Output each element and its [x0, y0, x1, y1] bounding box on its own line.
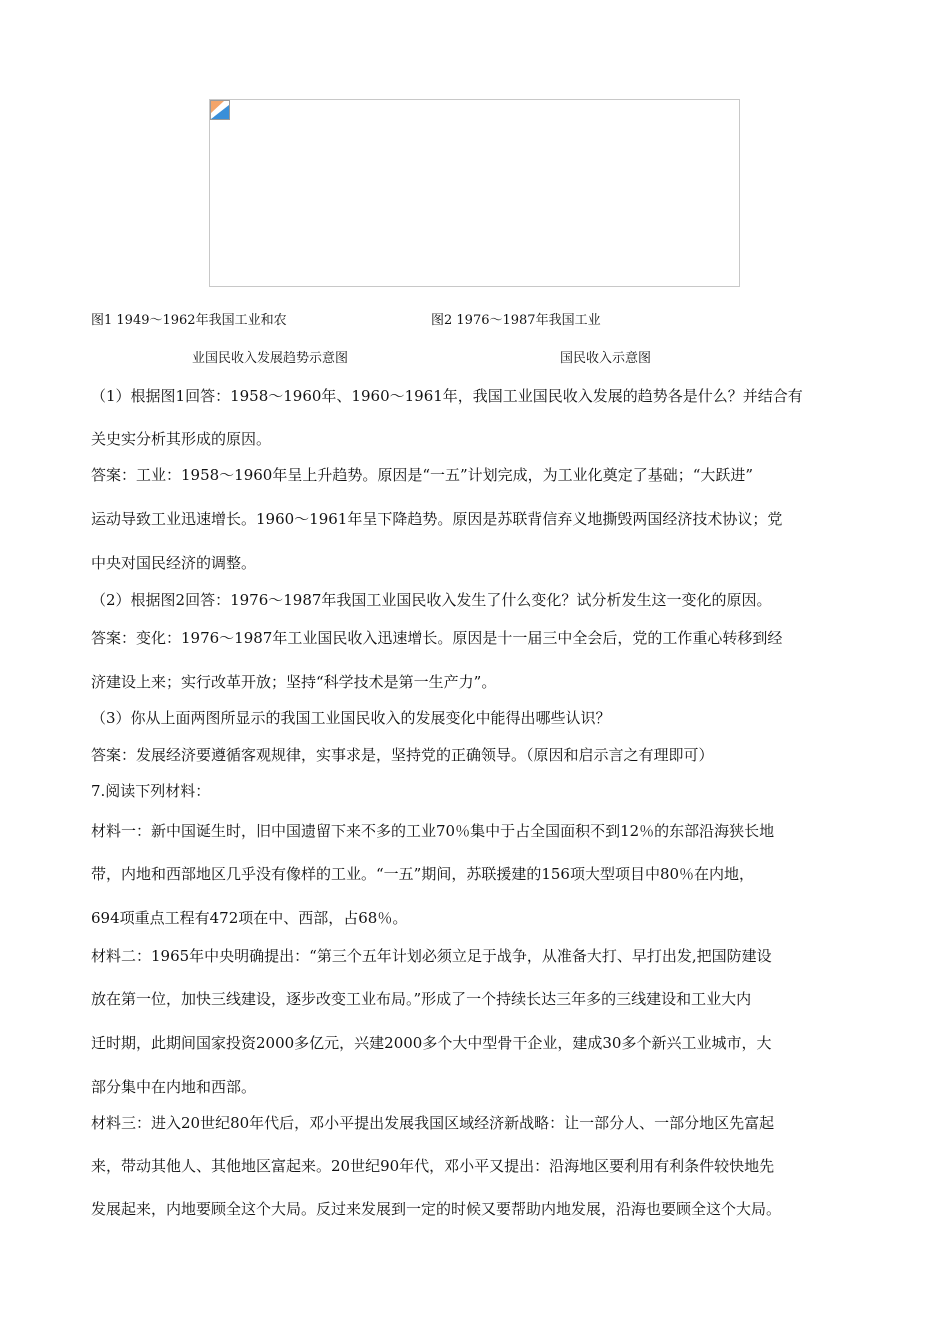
question-1-text-cont: 关史实分析其形成的原因。: [91, 430, 272, 448]
figure-image-placeholder: [209, 99, 740, 287]
material-2-text-end: 部分集中在内地和西部。: [91, 1078, 257, 1096]
answer-3-text: 答案：发展经济要遵循客观规律，实事求是，坚持党的正确领导。（原因和启示言之有理即可）: [91, 746, 714, 764]
material-2-text: 材料二：1965年中央明确提出：“第三个五年计划必须立足于战争，从准备大打、早打出发,把国防建设: [91, 947, 772, 965]
material-1-text-end: 694项重点工程有472项在中、西部，占68％。: [91, 909, 408, 927]
question-1-text: （1）根据图1回答：1958～1960年、1960～1961年，我国工业国民收入发展的趋势各是什么？并结合有: [91, 387, 803, 405]
answer-2-text: 答案：变化：1976～1987年工业国民收入迅速增长。原因是十一届三中全会后，党的工作重心转移到经: [91, 629, 783, 647]
question-2-text: （2）根据图2回答：1976～1987年我国工业国民收入发生了什么变化？试分析发生这一变化的原因。: [91, 591, 772, 609]
material-1-text: 材料一：新中国诞生时，旧中国遗留下来不多的工业70％集中于占全国面积不到12％的东部沿海狭长地: [91, 822, 775, 840]
figure1-caption-line1: 图1 1949～1962年我国工业和农: [91, 313, 287, 328]
question-3-text: （3）你从上面两图所显示的我国工业国民收入的发展变化中能得出哪些认识？: [91, 709, 611, 727]
answer-1-text-cont: 运动导致工业迅速增长。1960～1961年呈下降趋势。原因是苏联背信弃义地撕毁两国经济技术协议；党: [91, 510, 783, 528]
answer-2-text-cont: 济建设上来；实行改革开放；坚持“科学技术是第一生产力”。: [91, 673, 497, 691]
figure1-caption-line2: 业国民收入发展趋势示意图: [192, 351, 349, 366]
material-2-text-cont2: 迁时期，此期间国家投资2000多亿元，兴建2000多个大中型骨干企业，建成30多个新兴工业城市，大: [91, 1034, 772, 1052]
material-3-text: 材料三：进入20世纪80年代后，邓小平提出发展我国区域经济新战略：让一部分人、一部分地区先富起: [91, 1114, 775, 1132]
figure2-caption-line2: 国民收入示意图: [560, 351, 652, 366]
material-3-text-end: 发展起来，内地要顾全这个大局。反过来发展到一定的时候又要帮助内地发展，沿海也要顾全这个大局。: [91, 1200, 782, 1218]
material-1-text-cont: 带，内地和西部地区几乎没有像样的工业。“一五”期间，苏联援建的156项大型项目中80％在内地，: [91, 865, 755, 883]
material-3-text-cont: 来，带动其他人、其他地区富起来。20世纪90年代，邓小平又提出：沿海地区要利用有利条件较快地先: [91, 1157, 775, 1175]
broken-image-icon: [210, 100, 230, 120]
answer-1-text: 答案：工业：1958～1960年呈上升趋势。原因是“一五”计划完成，为工业化奠定了基础；“大跃进”: [91, 466, 754, 484]
question-7-heading: 7.阅读下列材料：: [91, 782, 211, 800]
answer-1-text-end: 中央对国民经济的调整。: [91, 554, 257, 572]
figure2-caption-line1: 图2 1976～1987年我国工业: [431, 313, 601, 328]
material-2-text-cont: 放在第一位，加快三线建设，逐步改变工业布局。”形成了一个持续长达三年多的三线建设和工业大内: [91, 990, 752, 1008]
